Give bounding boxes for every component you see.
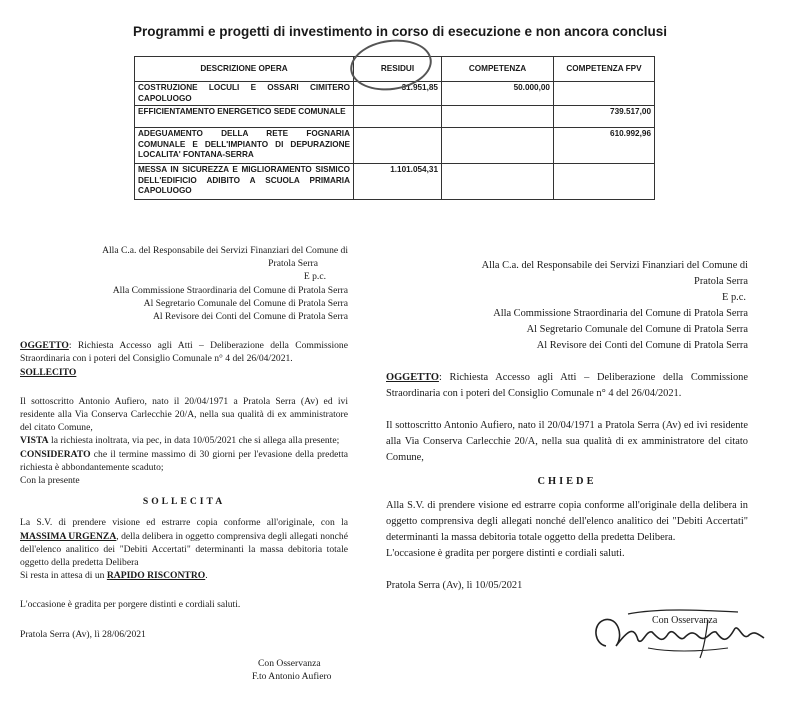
saluti-text: L'occasione è gradita per porgere distinti e cordiali saluti. [20, 599, 241, 611]
con-presente-text: Con la presente [20, 475, 80, 487]
request-text-a: La S.V. di prendere visione ed estrarre copia conforme all'originale, con la [20, 517, 348, 529]
cell-fpv: 610.992,96 [554, 128, 655, 164]
oggetto-paragraph [20, 339, 348, 365]
sollecito-label: SOLLECITO [20, 366, 77, 378]
firma-text: F.to Antonio Aufiero [252, 671, 332, 683]
header-descrizione: DESCRIZIONE OPERA [135, 57, 354, 82]
massima-urgenza: MASSIMA URGENZA [20, 530, 117, 542]
request-paragraph: Alla S.V. di prendere visione ed estrarre copia conforme all'originale della delibera in oggetto comprensiva degli allegati nonché dell'elenco analitico dei "Debiti Accertati" determinanti la massa debitoria totale oggetto della predetta Delibera. [386, 500, 748, 543]
cell-competenza [442, 164, 554, 200]
recipient-line: Alla C.a. del Responsabile dei Servizi Finanziari del Comune di [102, 245, 348, 256]
considerato-paragraph [20, 448, 348, 474]
oggetto-paragraph [386, 370, 748, 402]
cell-residui: 1.101.054,31 [354, 164, 442, 200]
vista-paragraph [20, 434, 348, 447]
cell-competenza [442, 128, 554, 164]
intro-paragraph: Il sottoscritto Antonio Aufiero, nato il 20/04/1971 a Pratola Serra (Av) ed ivi residente alla Via Conserva Carlecchie 20/A, nella sua qualità di ex amministratore del citato Comune, [20, 395, 348, 434]
header-competenza: COMPETENZA [442, 57, 554, 82]
cell-competenza: 50.000,00 [442, 82, 554, 106]
header-competenza-fpv: COMPETENZA FPV [554, 57, 655, 82]
recipient-line: Al Revisore dei Conti del Comune di Pratola Serra [152, 311, 348, 323]
saluti-text: L'occasione è gradita per porgere distinti e cordiali saluti. [386, 548, 625, 559]
date-text: Pratola Serra (Av), lì 28/06/2021 [20, 628, 146, 640]
cell-competenza [442, 106, 554, 128]
attesa-text-a: Si resta in attesa di un [20, 570, 107, 582]
vista-text: la richiesta inoltrata, via pec, in data 10/05/2021 che si allega alla presente; [48, 435, 340, 447]
osservanza-text: Con Osservanza [258, 657, 321, 669]
cell-fpv [554, 164, 655, 200]
table-row [135, 128, 655, 164]
request-text-b: , della delibera in oggetto comprensiva degli allegati nonché dell'elenco analitico dei "Debiti Accertati" determinanti la massa debitoria totale oggetto della predetta Delibera [20, 530, 348, 569]
sollecita-heading: SOLLECITA [142, 496, 226, 508]
recipient-line: Pratola Serra [694, 276, 748, 287]
cell-residui [354, 106, 442, 128]
cell-desc: EFFICIENTAMENTO ENERGETICO SEDE COMUNALE [135, 106, 354, 128]
recipient-line: E p.c. [722, 292, 746, 303]
considerato-label: CONSIDERATO [20, 448, 91, 460]
table-row [135, 164, 655, 200]
cell-desc: COSTRUZIONE LOCULI E OSSARI CIMITERO CAPOLUOGO [135, 82, 354, 106]
header-residui: RESIDUI [354, 57, 442, 82]
cell-fpv: 739.517,00 [554, 106, 655, 128]
recipient-line: Alla Commissione Straordinaria del Comune di Pratola Serra [112, 284, 348, 296]
richiesta-letter [386, 258, 748, 594]
handwritten-signature [588, 600, 778, 660]
request-paragraph [20, 516, 348, 569]
oggetto-label: OGGETTO [386, 372, 439, 383]
considerato-text: che il termine massimo di 30 giorni per l'evasione della predetta richiesta è abbondantemente scaduto; [20, 448, 348, 473]
oggetto-label: OGGETTO [20, 340, 69, 352]
intro-paragraph: Il sottoscritto Antonio Aufiero, nato il 20/04/1971 a Pratola Serra (Av) ed ivi residente alla Via Conserva Carlecchie 20/A, nella sua qualità di ex amministratore del citato Comune, [386, 420, 748, 463]
cell-desc: MESSA IN SICUREZZA E MIGLIORAMENTO SISMICO DELL'EDIFICIO ADIBITO A SCUOLA PRIMARIA CAPOLUOGO [135, 164, 354, 200]
osservanza-text: Con Osservanza [652, 615, 718, 626]
oggetto-text: : Richiesta Accesso agli Atti – Deliberazione della Commissione Straordinaria con i poteri del Consiglio Comunale n° 4 del 26/04/2021. [20, 340, 348, 365]
cell-residui [354, 128, 442, 164]
oggetto-text: : Richiesta Accesso agli Atti – Deliberazione della Commissione Straordinaria con i poteri del Consiglio Comunale n° 4 del 26/04/2021. [386, 372, 748, 399]
recipient-line: Alla Commissione Straordinaria del Comune di Pratola Serra [493, 308, 748, 319]
cell-residui: 31.951,85 [354, 82, 442, 106]
rapido-riscontro: RAPIDO RISCONTRO [106, 570, 206, 582]
recipient-line: Al Segretario Comunale del Comune di Pratola Serra [143, 297, 348, 309]
cell-fpv [554, 82, 655, 106]
attesa-text-b: . [205, 570, 208, 582]
sollecito-letter [20, 244, 348, 683]
table-row [135, 106, 655, 128]
recipient-line: Al Segretario Comunale del Comune di Pratola Serra [526, 324, 748, 335]
recipient-line: E p.c. [303, 271, 326, 283]
recipient-line: Alla C.a. del Responsabile dei Servizi Finanziari del Comune di [481, 260, 748, 271]
page-title: Programmi e progetti di investimento in corso di esecuzione e non ancora conclusi [132, 24, 668, 39]
date-text: Pratola Serra (Av), lì 10/05/2021 [386, 580, 523, 591]
vista-label: VISTA [20, 435, 49, 447]
recipient-line: Pratola Serra [268, 258, 318, 270]
recipient-line: Al Revisore dei Conti del Comune di Pratola Serra [536, 340, 748, 351]
cell-desc: ADEGUAMENTO DELLA RETE FOGNARIA COMUNALE E DELL'IMPIANTO DI DEPURAZIONE LOCALITA' FONTANA-SERRA [135, 128, 354, 164]
attesa-paragraph [20, 569, 348, 582]
chiede-heading: CHIEDE [537, 476, 597, 487]
